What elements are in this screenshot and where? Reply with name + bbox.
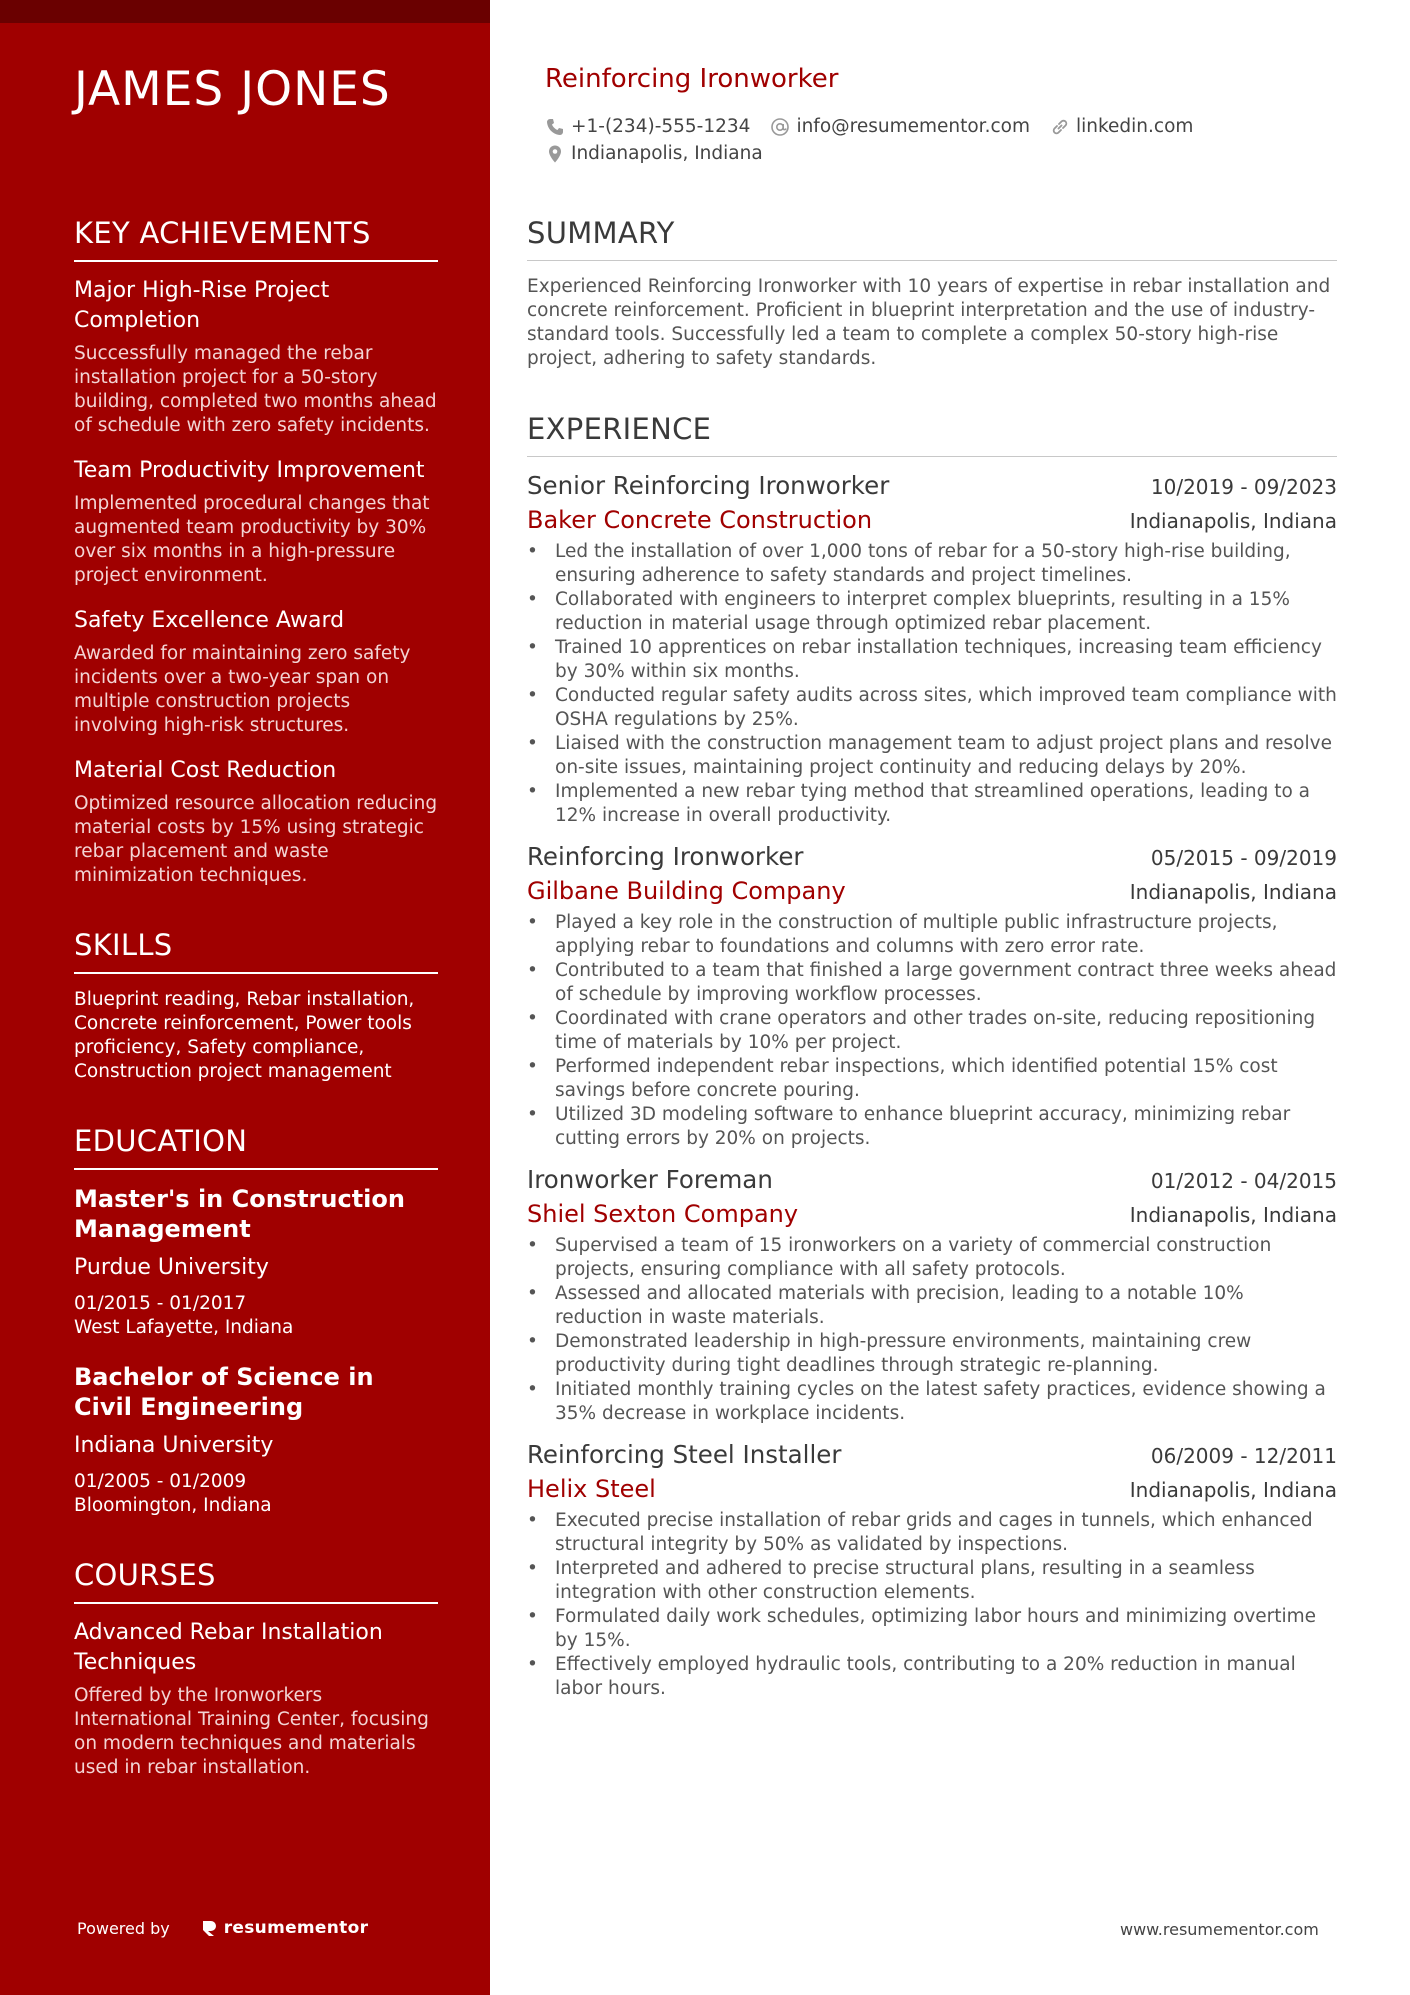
education-school: Indiana University <box>74 1433 274 1458</box>
experience-heading: EXPERIENCE <box>527 412 1337 457</box>
job-dates: 06/2009 - 12/2011 <box>1150 1444 1337 1468</box>
achievement-item <box>74 606 438 738</box>
job-title: Ironworker Foreman <box>527 1165 773 1194</box>
role-title: Reinforcing Ironworker <box>545 64 839 94</box>
education-location: West Lafayette, Indiana <box>74 1317 294 1338</box>
job-bullets <box>527 911 1337 1151</box>
achievements-heading: KEY ACHIEVEMENTS <box>74 216 438 262</box>
summary-heading: SUMMARY <box>527 216 1337 261</box>
achievement-desc: Implemented procedural changes that augmented team productivity by 30% over six months in a high-pressure project environment. <box>74 493 430 586</box>
job-entry <box>527 471 1337 828</box>
linkedin-text: linkedin.com <box>1075 116 1194 137</box>
job-subheader <box>527 1200 1337 1228</box>
education-section <box>74 1124 438 1518</box>
job-bullet: • Effectively employed hydraulic tools, contributing to a 20% reduction in manual labor hours. <box>527 1653 1337 1701</box>
brand-name: resumementor <box>223 1918 369 1938</box>
contact-row <box>545 113 1335 140</box>
education-heading: EDUCATION <box>74 1124 438 1170</box>
achievements-section <box>74 216 438 888</box>
job-subheader <box>527 1475 1337 1503</box>
job-bullet: • Collaborated with engineers to interpret complex blueprints, resulting in a 15% reduction in material usage through optimized rebar placement. <box>527 588 1337 636</box>
job-entry <box>527 842 1337 1151</box>
education-dates: 01/2005 - 01/2009 <box>74 1471 247 1492</box>
job-header <box>527 1440 1337 1469</box>
contact-email[interactable] <box>770 116 1030 137</box>
achievement-item <box>74 276 438 438</box>
skills-heading: SKILLS <box>74 928 438 974</box>
job-company: Helix Steel <box>527 1475 656 1503</box>
courses-section <box>74 1558 438 1780</box>
job-bullet: • Implemented a new rebar tying method that streamlined operations, leading to a 12% increase in overall productivity. <box>527 780 1337 828</box>
job-bullet: • Performed independent rebar inspections, which identified potential 15% cost savings before concrete pouring. <box>527 1055 1337 1103</box>
job-bullet: • Coordinated with crane operators and other trades on-site, reducing repositioning time of materials by 10% per project. <box>527 1007 1337 1055</box>
powered-by-label: Powered by <box>77 1918 170 1938</box>
education-school: Purdue University <box>74 1255 269 1280</box>
job-bullets <box>527 1509 1337 1701</box>
job-location: Indianapolis, Indiana <box>1129 509 1337 533</box>
job-entry <box>527 1440 1337 1701</box>
at-icon <box>770 117 790 137</box>
contact-location <box>545 143 763 164</box>
job-bullet: • Supervised a team of 15 ironworkers on a variety of commercial construction projects, ensuring compliance with all safety protocols. <box>527 1234 1337 1282</box>
job-title: Senior Reinforcing Ironworker <box>527 471 890 500</box>
job-bullet: • Formulated daily work schedules, optimizing labor hours and minimizing overtime by 15%. <box>527 1605 1337 1653</box>
job-bullet: • Played a key role in the construction of multiple public infrastructure projects, applying rebar to foundations and columns with zero error rate. <box>527 911 1337 959</box>
candidate-name: JAMES JONES <box>74 62 391 117</box>
achievement-title: Team Productivity Improvement <box>74 458 425 483</box>
job-company: Baker Concrete Construction <box>527 506 873 534</box>
sidebar-content <box>74 216 438 1820</box>
experience-section <box>527 412 1337 1715</box>
contact-info <box>545 113 1335 167</box>
job-bullets <box>527 540 1337 828</box>
summary-section <box>527 216 1337 371</box>
job-bullet: • Utilized 3D modeling software to enhance blueprint accuracy, minimizing rebar cutting errors by 20% on projects. <box>527 1103 1337 1151</box>
job-bullet: • Led the installation of over 1,000 tons of rebar for a 50-story high-rise building, ensuring adherence to safety standards and project timelines. <box>527 540 1337 588</box>
achievement-desc: Successfully managed the rebar installation project for a 50-story building, completed two months ahead of schedule with zero safety incidents. <box>74 343 437 436</box>
job-subheader <box>527 506 1337 534</box>
job-bullet: • Trained 10 apprentices on rebar installation techniques, increasing team efficiency by 30% within six months. <box>527 636 1337 684</box>
job-location: Indianapolis, Indiana <box>1129 880 1337 904</box>
job-dates: 05/2015 - 09/2019 <box>1150 846 1337 870</box>
resumementor-logo-icon <box>200 1919 218 1937</box>
achievement-title: Major High-Rise Project Completion <box>74 278 330 333</box>
course-item <box>74 1618 438 1780</box>
job-subheader <box>527 877 1337 905</box>
job-bullets <box>527 1234 1337 1426</box>
sidebar <box>0 0 490 1995</box>
education-location: Bloomington, Indiana <box>74 1495 272 1516</box>
job-location: Indianapolis, Indiana <box>1129 1478 1337 1502</box>
achievement-item <box>74 756 438 888</box>
job-title: Reinforcing Ironworker <box>527 842 804 871</box>
education-degree: Bachelor of Science in Civil Engineering <box>74 1363 374 1421</box>
job-location: Indianapolis, Indiana <box>1129 1203 1337 1227</box>
achievement-desc: Awarded for maintaining zero safety incidents over a two-year span on multiple construction projects involving high-risk structures. <box>74 643 411 736</box>
skills-list: Blueprint reading, Rebar installation, Concrete reinforcement, Power tools proficiency, Safety compliance, Construction project management <box>74 989 415 1082</box>
job-bullet: • Contributed to a team that finished a large government contract three weeks ahead of schedule by improving workflow processes. <box>527 959 1337 1007</box>
location-pin-icon <box>545 144 565 164</box>
sidebar-top-band <box>0 0 490 23</box>
job-bullet: • Executed precise installation of rebar grids and cages in tunnels, which enhanced structural integrity by 50% as validated by inspections. <box>527 1509 1337 1557</box>
contact-phone[interactable] <box>545 116 750 137</box>
job-header <box>527 1165 1337 1194</box>
brand-logo[interactable] <box>200 1918 369 1938</box>
email-text: info@resumementor.com <box>796 116 1030 137</box>
education-dates: 01/2015 - 01/2017 <box>74 1293 247 1314</box>
job-title: Reinforcing Steel Installer <box>527 1440 842 1469</box>
job-dates: 10/2019 - 09/2023 <box>1150 475 1337 499</box>
job-bullet: • Interpreted and adhered to precise structural plans, resulting in a seamless integration with other construction elements. <box>527 1557 1337 1605</box>
contact-row <box>545 140 1335 167</box>
education-item <box>74 1184 438 1340</box>
skills-section <box>74 928 438 1084</box>
job-bullet: • Conducted regular safety audits across sites, which improved team compliance with OSHA regulations by 25%. <box>527 684 1337 732</box>
phone-text: +1-(234)-555-1234 <box>571 116 751 137</box>
powered-by <box>77 1918 368 1938</box>
job-bullet: • Liaised with the construction management team to adjust project plans and resolve on-site issues, maintaining project continuity and reducing delays by 20%. <box>527 732 1337 780</box>
achievement-desc: Optimized resource allocation reducing material costs by 15% using strategic rebar placement and waste minimization techniques. <box>74 793 438 886</box>
job-company: Shiel Sexton Company <box>527 1200 799 1228</box>
job-header <box>527 842 1337 871</box>
job-company: Gilbane Building Company <box>527 877 846 905</box>
achievement-title: Safety Excellence Award <box>74 608 345 633</box>
job-header <box>527 471 1337 500</box>
job-bullet: • Demonstrated leadership in high-pressure environments, maintaining crew productivity during tight deadlines through strategic re-planning. <box>527 1330 1337 1378</box>
job-entry <box>527 1165 1337 1426</box>
footer-url[interactable]: www.resumementor.com <box>1120 1920 1319 1939</box>
education-degree: Master's in Construction Management <box>74 1185 405 1243</box>
link-icon <box>1050 117 1070 137</box>
education-item <box>74 1362 438 1518</box>
main-content <box>527 0 1337 1995</box>
phone-icon <box>545 117 565 137</box>
job-bullet: • Initiated monthly training cycles on the latest safety practices, evidence showing a 35% decrease in workplace incidents. <box>527 1378 1337 1426</box>
job-dates: 01/2012 - 04/2015 <box>1150 1169 1337 1193</box>
summary-text: Experienced Reinforcing Ironworker with 10 years of expertise in rebar installation and concrete reinforcement. Proficient in blueprint interpretation and the use of industry-standard tools. Successfully led a team to complete a complex 50-story high-rise project, adhering to safety standards. <box>527 276 1331 369</box>
contact-linkedin[interactable] <box>1050 116 1193 137</box>
course-desc: Offered by the Ironworkers International Training Center, focusing on modern techniques and materials used in rebar installation. <box>74 1685 429 1778</box>
location-text: Indianapolis, Indiana <box>571 143 763 164</box>
achievement-title: Material Cost Reduction <box>74 758 337 783</box>
achievement-item <box>74 456 438 588</box>
job-bullet: • Assessed and allocated materials with precision, leading to a notable 10% reduction in waste materials. <box>527 1282 1337 1330</box>
course-title: Advanced Rebar Installation Techniques <box>74 1620 383 1675</box>
courses-heading: COURSES <box>74 1558 438 1604</box>
